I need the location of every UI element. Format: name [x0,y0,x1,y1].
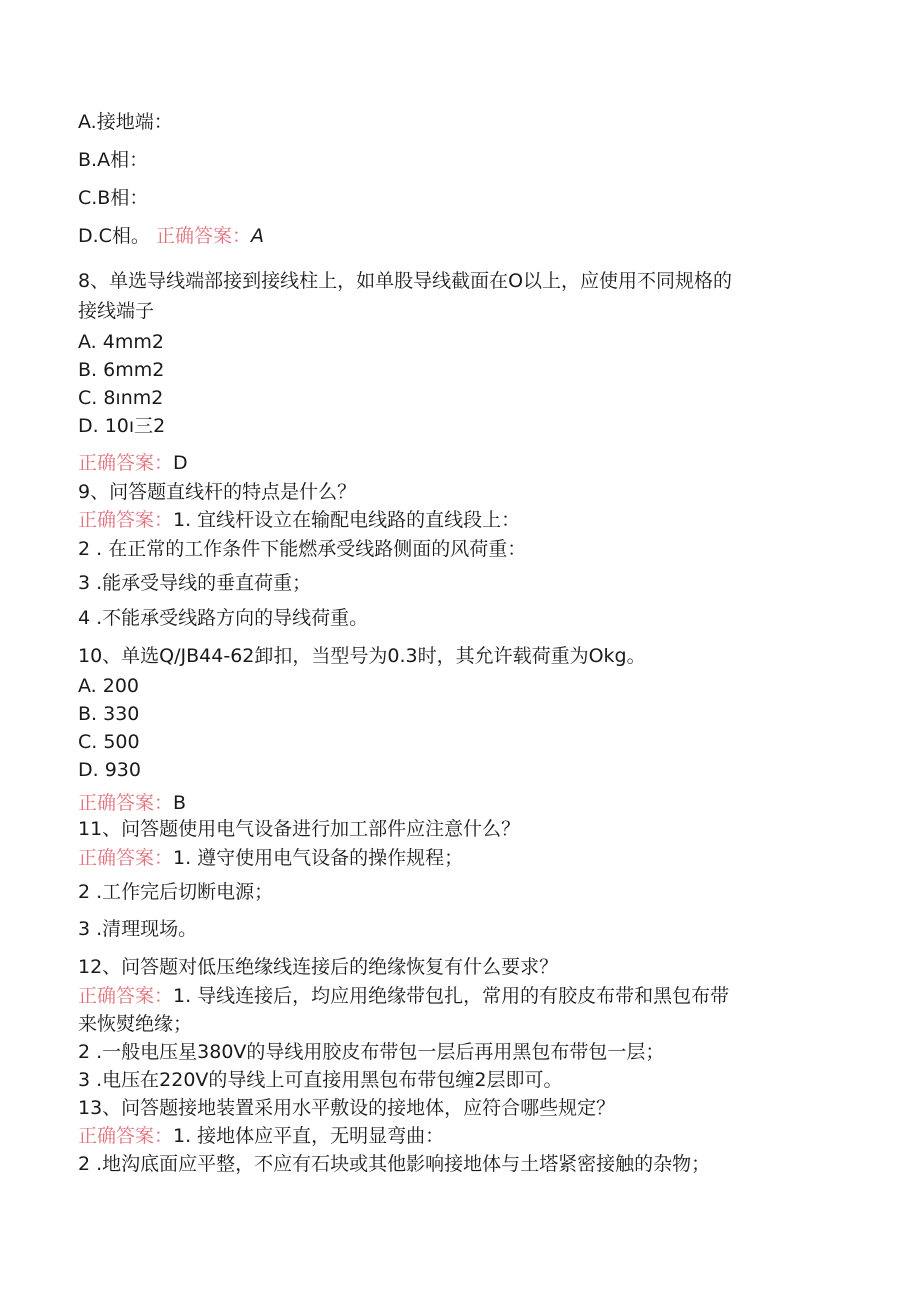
q11-answer-3: 3 .清理现场。 [78,918,198,940]
answer-label: 正确答案： [78,985,174,1007]
q9-answer-3: 3 .能承受导线的垂直荷重； [78,572,312,594]
answer-value: B [173,792,187,814]
question-8-cont: 接线端子 [78,300,155,322]
answer-text: 1. 宜线杆设立在输配电线路的直线段上： [173,509,521,531]
q10-option-d: D. 930 [78,759,141,781]
question-11: 11、问答题使用电气设备进行加工部件应注意什么？ [78,818,521,840]
q13-answer-1 [78,1127,444,1146]
answer-label: 正确答案： [78,1125,174,1147]
q8-option-c: C. 8ınm2 [78,387,164,409]
q8-option-a: A. 4mm2 [78,331,164,353]
q13-answer-2: 2 .地沟底面应平整，不应有石块或其他影响接地体与土塔紧密接触的杂物； [78,1153,711,1175]
q10-option-c: C. 500 [78,731,140,753]
answer-text: 1. 遵守使用电气设备的操作规程； [173,847,464,869]
answer-label: 正确答案： [78,452,174,474]
option-d-with-answer [78,227,264,246]
answer-label: 正确答案： [78,509,174,531]
q8-option-d: D. 10ı三2 [78,415,166,437]
answer-label: 正确答案： [78,792,174,814]
question-12: 12、问答题对低压绝缘线连接后的绝缘恢复有什么要求？ [78,956,559,978]
option-d-text: D.C相。 [78,225,150,247]
answer-value: D [173,452,188,474]
option-a: A.接地端： [78,111,173,133]
q11-answer-2: 2 .工作完后切断电源； [78,881,274,903]
q10-answer [78,794,186,813]
q12-answer-1 [78,987,729,1006]
question-10: 10、单选Q/JB44-62卸扣，当型号为0.3时，其允许载荷重为Okg。 [78,645,646,667]
q12-answer-3: 3 .电压在220V的导线上可直接用黑包布带包缠2层即可。 [78,1069,563,1091]
q9-answer-2: 2 . 在正常的工作条件下能燃承受线路侧面的风荷重： [78,538,527,560]
option-c: C.B相： [78,187,149,209]
q8-option-b: B. 6mm2 [78,359,165,381]
answer-label: 正确答案： [155,225,251,247]
answer-text: 1. 导线连接后，均应用绝缘带包扎，常用的有胶皮布带和黑包布带 [173,985,730,1007]
q10-option-a: A. 200 [78,675,140,697]
q10-option-b: B. 330 [78,703,140,725]
q12-answer-1-cont: 来恢熨绝缘； [78,1013,193,1035]
q11-answer-1 [78,849,463,868]
answer-label: 正确答案： [78,847,174,869]
answer-value: A [250,225,264,247]
q12-answer-2: 2 .一般电压星380V的导线用胶皮布带包一层后再用黑包布带包一层； [78,1041,665,1063]
q8-answer [78,454,188,473]
question-8: 8、单选导线端部接到接线柱上，如单股导线截面在O以上，应使用不同规格的 [78,270,733,292]
question-13: 13、问答题接地装置采用水平敷设的接地体，应符合哪些规定？ [78,1097,616,1119]
answer-text: 1. 接地体应平直，无明显弯曲： [173,1125,445,1147]
q9-answer-1 [78,511,520,530]
option-b: B.A相： [78,149,149,171]
question-9: 9、问答题直线杆的特点是什么？ [78,481,357,503]
q9-answer-4: 4 .不能承受线路方向的导线荷重。 [78,607,369,629]
